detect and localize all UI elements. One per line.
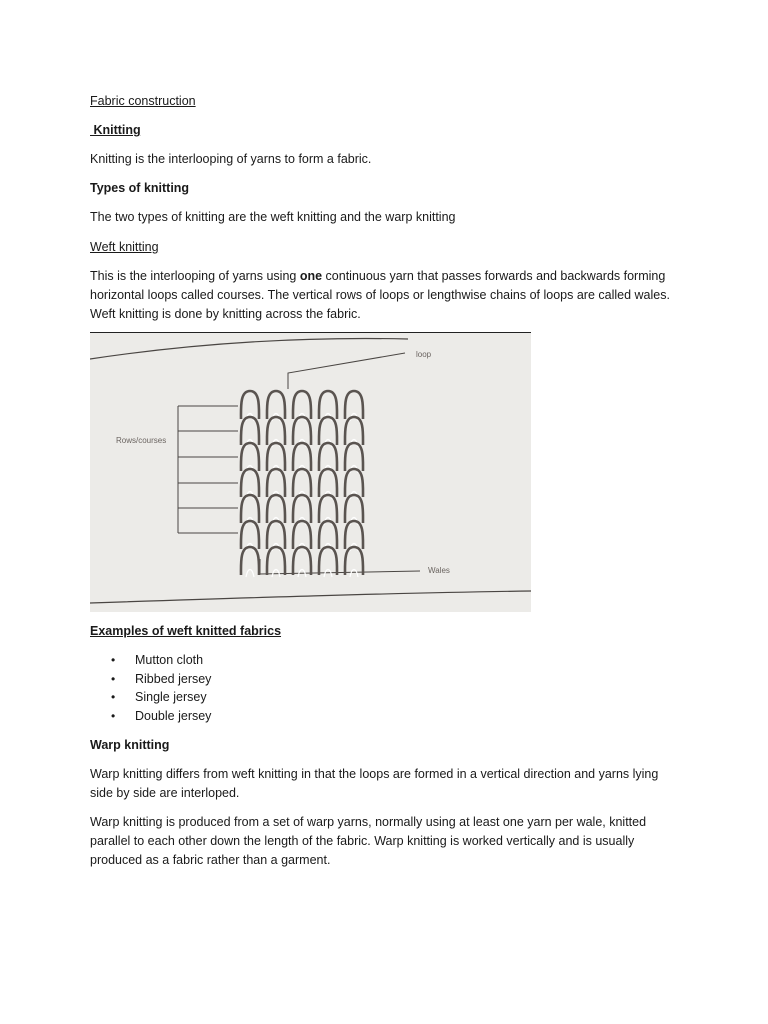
weft-paragraph-bold: one [299,269,323,283]
types-text: The two types of knitting are the weft knitting and the warp knitting [90,210,456,224]
knitting-heading: Knitting [90,123,141,137]
examples-list [90,651,211,725]
knit-loop [267,495,285,523]
knit-loop [319,521,337,549]
knit-loop [319,547,337,575]
list-item [90,707,211,726]
loop-leader-line [288,353,405,389]
knit-loop [267,521,285,549]
knitting-definition: Knitting is the interlooping of yarns to form a fabric. [90,152,372,166]
knit-loop [267,547,285,575]
rows-courses-label: Rows/courses [116,436,167,445]
document-title: Fabric construction [90,94,196,108]
knit-loop [293,469,311,497]
bullet-icon: • [111,671,116,686]
warp-heading: Warp knitting [90,738,170,752]
list-item-label: Double jersey [135,708,212,723]
warp-paragraph-2: Warp knitting is produced from a set of warp yarns, normally using at least one yarn per wale, knitted parallel to each other down the length of the fabric. Warp knitting is worked vertically and is usually produced as a fabric rather than a garment. [90,815,647,867]
frame-bottom-line [90,591,531,603]
knit-loop [345,391,363,419]
knit-loop [345,443,363,471]
knit-loop [293,417,311,445]
list-item-label: Ribbed jersey [135,671,212,686]
knit-loop [267,443,285,471]
weft-knitting-diagram [90,332,531,612]
knit-loop [293,391,311,419]
knit-loop [293,547,311,575]
knit-loop [241,547,259,575]
list-item [90,651,211,670]
knit-loop [345,521,363,549]
knit-loop [241,469,259,497]
knit-loop [267,391,285,419]
list-item-label: Mutton cloth [135,653,204,667]
knit-loop [345,495,363,523]
knit-loop [293,521,311,549]
weft-paragraph [90,267,685,324]
wales-label: Wales [428,566,450,575]
knit-loop [293,495,311,523]
bullet-icon: • [111,690,116,705]
knit-loop [319,469,337,497]
knit-loop [241,443,259,471]
list-item [90,670,211,689]
warp-paragraph-1: Warp knitting differs from weft knitting in that the loops are formed in a vertical direction and yarns lying side by side are interloped. [90,767,659,800]
knit-loop [241,521,259,549]
examples-heading: Examples of weft knitted fabrics [90,624,282,638]
knit-loops-grid [241,391,363,577]
rows-bracket-ticks [178,406,238,533]
knit-loop [319,391,337,419]
knit-loop [241,417,259,445]
bullet-icon: • [111,653,116,667]
frame-top-curve [90,339,408,359]
knit-loop [293,443,311,471]
bullet-icon: • [111,708,116,723]
knit-loop [241,495,259,523]
knit-loop-highlight [246,570,254,578]
weft-heading: Weft knitting [90,240,159,254]
types-heading: Types of knitting [90,181,190,195]
knit-loop [267,469,285,497]
knit-loop [345,547,363,575]
loop-label: loop [416,350,432,359]
knit-loop-highlight [324,570,332,578]
list-item [90,688,211,707]
knit-loop [319,443,337,471]
weft-paragraph-post: continuous yarn that passes forwards and backwards forming horizontal loops called courses. The vertical rows of loops or lengthwise chains of loops are called wales. Weft knitting is done by knitting across the fabric. [90,269,670,321]
knit-loop [319,417,337,445]
knit-loop [267,417,285,445]
knit-loop [319,495,337,523]
knit-loop [241,391,259,419]
knit-loop [345,417,363,445]
weft-knitting-diagram-svg [90,333,531,612]
list-item-label: Single jersey [135,690,207,705]
knit-loop [345,469,363,497]
knit-loop-highlight [350,570,358,578]
weft-paragraph-pre: This is the interlooping of yarns using [90,269,300,283]
